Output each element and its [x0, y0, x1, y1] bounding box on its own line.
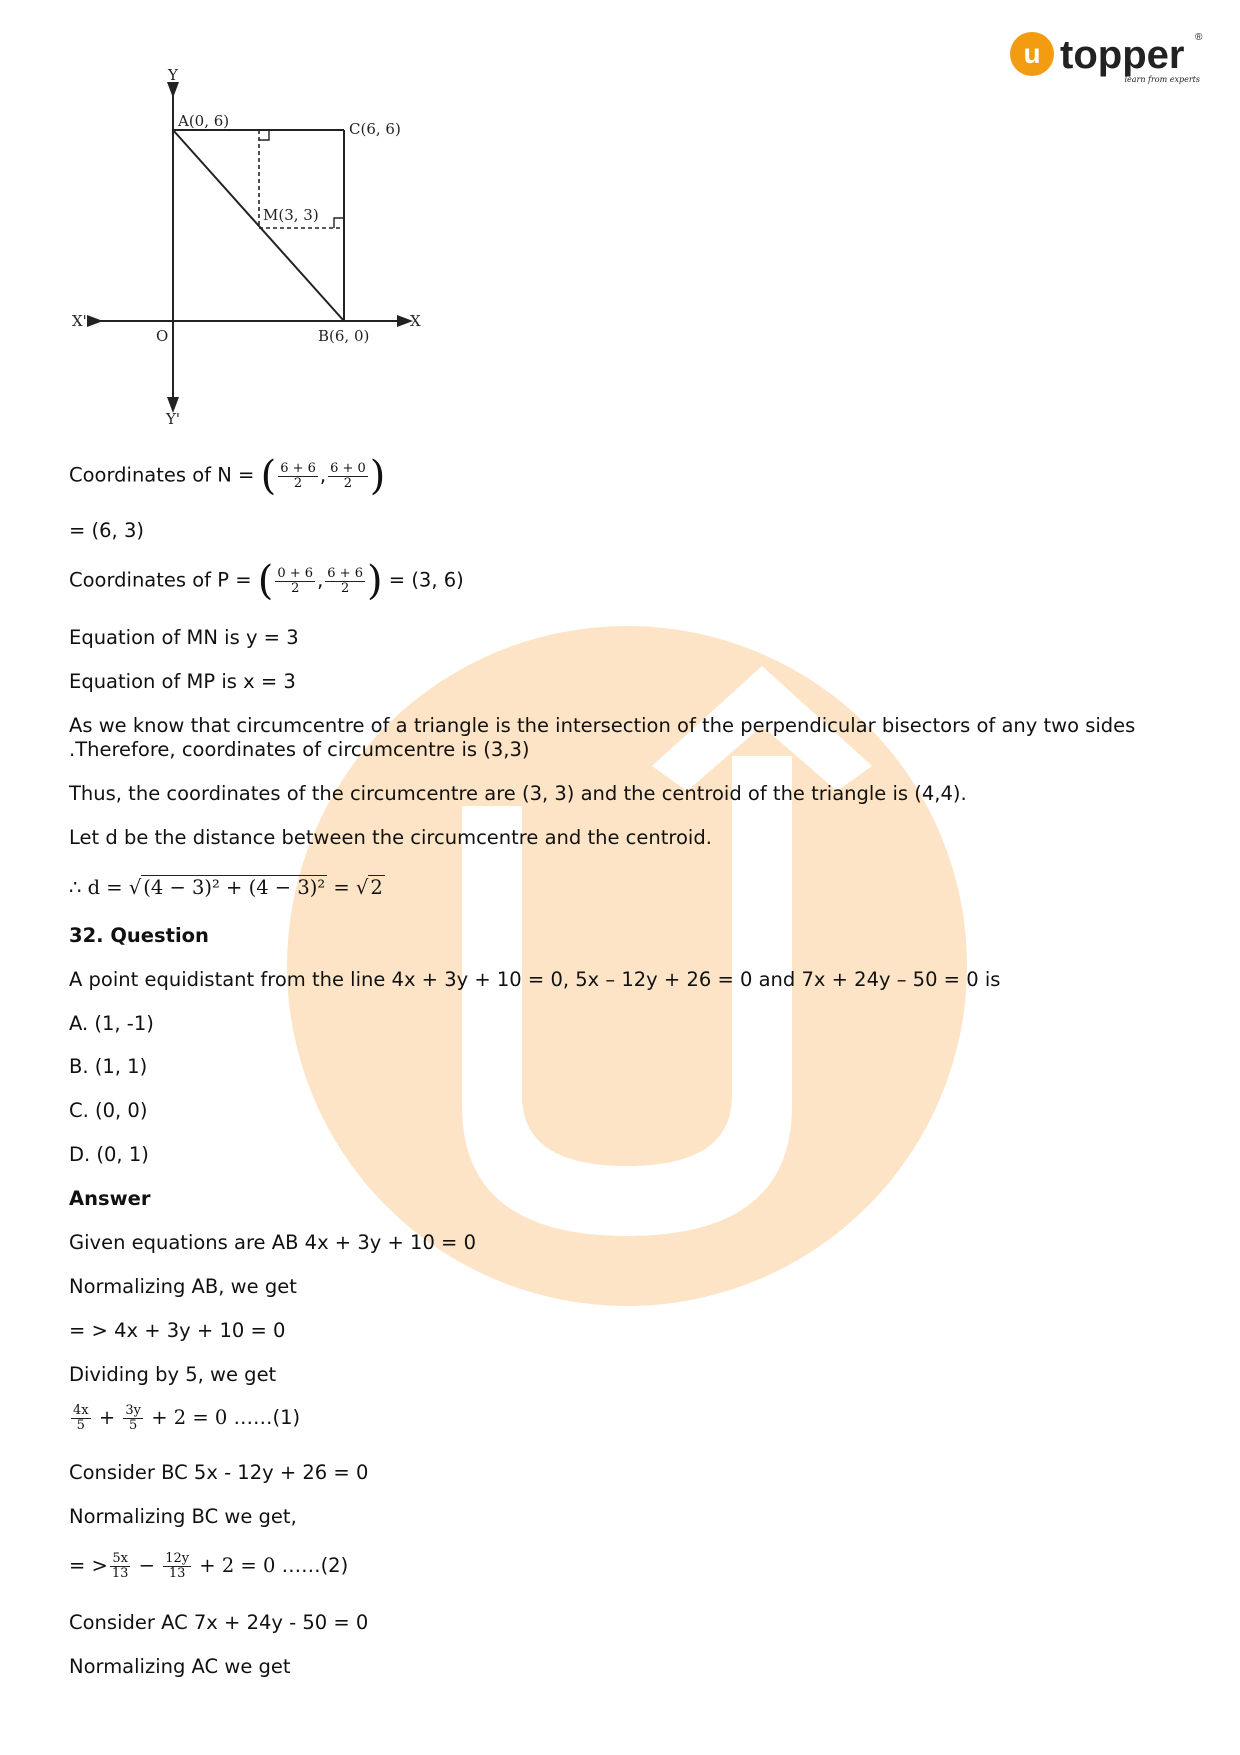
- coordinate-figure: [60, 60, 460, 440]
- logo-letter: u: [1023, 38, 1041, 69]
- consider-bc: Consider BC 5x - 12y + 26 = 0: [69, 1461, 369, 1484]
- distance-formula: ∴ d = √ (4 − 3)² + (4 − 3)² = √ 2: [69, 876, 383, 899]
- normalizing-ab: Normalizing AB, we get: [69, 1275, 297, 1298]
- right-angle-right: [334, 218, 344, 228]
- n-frac-2: $\frac{6 + 0}{2}$: [330, 460, 366, 491]
- right-angle-top: [259, 130, 269, 140]
- normalizing-ac: Normalizing AC we get: [69, 1655, 291, 1678]
- logo-name: topper: [1060, 33, 1185, 77]
- eq1-frac-2: $\frac{3y}{5}$: [125, 1403, 141, 1433]
- ab-equation: = > 4x + 3y + 10 = 0: [69, 1319, 286, 1342]
- label-y: Y: [168, 66, 178, 84]
- normalizing-bc: Normalizing BC we get,: [69, 1505, 297, 1528]
- eq2-frac-1: $\frac{5x}{13}$: [111, 1551, 129, 1581]
- logo-registered: ®: [1195, 32, 1203, 43]
- equation-1: $\frac{4x}{5}$ + $\frac{3y}{5}$ + 2 = 0 ……(1): [73, 1403, 301, 1433]
- label-y-neg: Y': [166, 410, 181, 428]
- d-result: 2: [370, 876, 383, 899]
- paren-open: (: [260, 453, 277, 499]
- option-a: A. (1, -1): [69, 1012, 154, 1035]
- n-label: Coordinates of N =: [69, 463, 255, 487]
- dividing-text: Dividing by 5, we get: [69, 1363, 277, 1386]
- label-point-c: C(6, 6): [349, 120, 401, 138]
- label-point-m: M(3, 3): [263, 206, 319, 224]
- d-radicand: (4 − 3)² + (4 − 3)²: [143, 876, 326, 899]
- coordinates-p: Coordinates of P = ( $\frac{0 + 6}{2}$ , $\frac{6 + 6}{2}$ ) = (3, 6): [69, 558, 464, 604]
- option-b: B. (1, 1): [69, 1055, 148, 1078]
- label-point-b: B(6, 0): [318, 327, 370, 345]
- question-text: A point equidistant from the line 4x + 3y + 10 = 0, 5x – 12y + 26 = 0 and 7x + 24y – 50 = 0 is: [69, 968, 1001, 991]
- eq2-frac-2: $\frac{12y}{13}$: [165, 1551, 190, 1581]
- label-point-a: A(0, 6): [178, 112, 230, 130]
- paren-close: ): [369, 453, 386, 499]
- label-origin: O: [156, 327, 169, 345]
- option-c: C. (0, 0): [69, 1099, 148, 1122]
- n-result: = (6, 3): [69, 519, 144, 542]
- option-d: D. (0, 1): [69, 1143, 149, 1166]
- circumcentre-paragraph: As we know that circumcentre of a triangle is the intersection of the perpendicular bisectors of any two sides .Therefore, coordinates of circumcentre is (3,3): [69, 714, 1136, 761]
- topper-logo: [1010, 28, 1210, 88]
- label-x: X: [410, 312, 421, 330]
- equation-2: = > $\frac{5x}{13}$ − $\frac{12y}{13}$ + 2 = 0 ……(2): [69, 1551, 349, 1581]
- consider-ac: Consider AC 7x + 24y - 50 = 0: [69, 1611, 369, 1634]
- p-result: = (3, 6): [388, 568, 464, 592]
- p-frac-1: $\frac{0 + 6}{2}$: [277, 565, 314, 596]
- p-label: Coordinates of P =: [69, 568, 252, 592]
- equation-mp: Equation of MP is x = 3: [69, 670, 296, 693]
- sqrt-symbol-2: √: [355, 876, 369, 899]
- p-frac-2: $\frac{6 + 6}{2}$: [327, 565, 363, 596]
- let-paragraph: Let d be the distance between the circumcentre and the centroid.: [69, 826, 712, 849]
- coordinates-n: Coordinates of N = ( $\frac{6 + 6}{2}$ , $\frac{6 + 0}{2}$ ): [69, 453, 386, 499]
- given-equation: Given equations are AB 4x + 3y + 10 = 0: [69, 1231, 476, 1254]
- label-x-neg: X': [72, 312, 87, 330]
- logo-tagline: learn from experts: [1124, 75, 1200, 84]
- thus-paragraph: Thus, the coordinates of the circumcentre are (3, 3) and the centroid of the triangle is (4,4).: [69, 782, 967, 805]
- eq1-frac-1: $\frac{4x}{5}$: [73, 1403, 89, 1433]
- question-heading: 32. Question: [69, 924, 209, 947]
- equation-mn: Equation of MN is y = 3: [69, 626, 299, 649]
- answer-heading: Answer: [69, 1187, 151, 1210]
- sqrt-symbol: √: [128, 876, 142, 899]
- n-frac-1: $\frac{6 + 6}{2}$: [280, 460, 316, 491]
